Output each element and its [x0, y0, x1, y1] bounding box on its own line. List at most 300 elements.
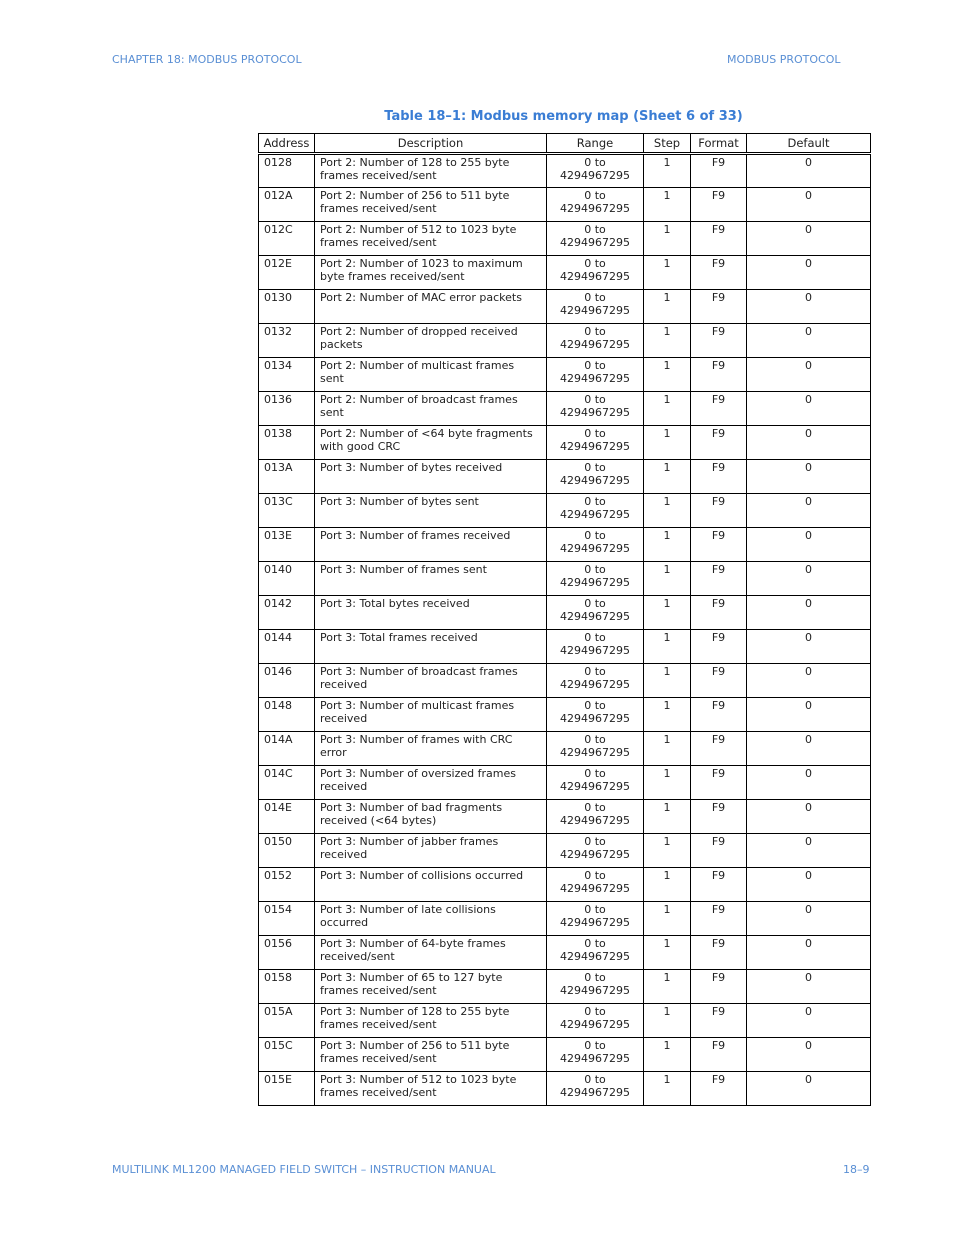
description-cell — [315, 256, 547, 290]
format-value: F9 — [711, 835, 726, 848]
step-value: 1 — [663, 1005, 671, 1018]
description-cell — [315, 188, 547, 222]
step-cell — [644, 290, 691, 324]
address-value: 0146 — [264, 665, 292, 678]
range-line: 0 to — [584, 597, 606, 610]
address-cell — [259, 324, 315, 358]
format-value: F9 — [711, 733, 726, 746]
range-line: 4294967295 — [560, 304, 630, 317]
table-caption: Table 18–1: Modbus memory map (Sheet 6 of 33) — [384, 109, 743, 124]
range-line: 0 to — [584, 937, 606, 950]
range-line: 4294967295 — [560, 1086, 630, 1099]
format-value: F9 — [711, 597, 726, 610]
range-line: 4294967295 — [560, 270, 630, 283]
table-row — [259, 834, 871, 868]
column-header: Address — [259, 134, 315, 154]
step-cell — [644, 1004, 691, 1038]
description-line: Port 3: Total bytes received — [320, 597, 470, 610]
address-cell — [259, 698, 315, 732]
step-cell — [644, 222, 691, 256]
table-row — [259, 426, 871, 460]
description-line: frames received/sent — [320, 1018, 437, 1031]
format-cell — [691, 902, 747, 936]
range-cell — [547, 970, 644, 1004]
address-value: 015C — [264, 1039, 293, 1052]
step-cell — [644, 324, 691, 358]
description-line: frames received/sent — [320, 236, 437, 249]
default-cell — [747, 698, 871, 732]
format-cell — [691, 1038, 747, 1072]
address-cell — [259, 1004, 315, 1038]
description-line: Port 2: Number of 256 to 511 byte — [320, 189, 510, 202]
address-cell — [259, 596, 315, 630]
address-value: 013C — [264, 495, 293, 508]
step-cell — [644, 1072, 691, 1106]
default-cell — [747, 562, 871, 596]
description-line: Port 3: Number of 128 to 255 byte — [320, 1005, 510, 1018]
default-value: 0 — [805, 665, 812, 678]
range-cell — [547, 426, 644, 460]
range-cell — [547, 732, 644, 766]
address-value: 0136 — [264, 393, 292, 406]
description-cell — [315, 562, 547, 596]
step-value: 1 — [663, 801, 671, 814]
format-cell — [691, 494, 747, 528]
range-cell — [547, 936, 644, 970]
range-cell — [547, 800, 644, 834]
address-value: 0128 — [264, 156, 292, 169]
address-cell — [259, 902, 315, 936]
range-line: 0 to — [584, 291, 606, 304]
description-line: with good CRC — [320, 440, 401, 453]
format-value: F9 — [711, 1005, 726, 1018]
address-value: 013E — [264, 529, 292, 542]
range-line: 0 to — [584, 699, 606, 712]
format-value: F9 — [711, 223, 726, 236]
default-value: 0 — [805, 1039, 812, 1052]
format-cell — [691, 970, 747, 1004]
default-cell — [747, 460, 871, 494]
default-cell — [747, 1072, 871, 1106]
format-cell — [691, 562, 747, 596]
default-value: 0 — [805, 903, 812, 916]
step-value: 1 — [663, 631, 671, 644]
address-cell — [259, 936, 315, 970]
step-value: 1 — [663, 1039, 671, 1052]
format-value: F9 — [711, 393, 726, 406]
step-cell — [644, 1038, 691, 1072]
default-cell — [747, 868, 871, 902]
description-line: received — [320, 712, 368, 725]
column-header: Default — [747, 134, 871, 154]
address-cell — [259, 970, 315, 1004]
range-cell — [547, 868, 644, 902]
default-value: 0 — [805, 427, 812, 440]
range-line: 4294967295 — [560, 746, 630, 759]
range-cell — [547, 188, 644, 222]
description-line: frames received/sent — [320, 1052, 437, 1065]
format-value: F9 — [711, 801, 726, 814]
range-line: 4294967295 — [560, 338, 630, 351]
step-cell — [644, 698, 691, 732]
step-value: 1 — [663, 156, 671, 169]
range-line: 0 to — [584, 903, 606, 916]
description-cell — [315, 596, 547, 630]
table-row — [259, 1004, 871, 1038]
range-cell — [547, 664, 644, 698]
format-cell — [691, 1072, 747, 1106]
format-cell — [691, 766, 747, 800]
description-line: Port 3: Total frames received — [320, 631, 478, 644]
address-value: 014A — [264, 733, 293, 746]
format-value: F9 — [711, 903, 726, 916]
column-header: Step — [644, 134, 691, 154]
description-cell — [315, 528, 547, 562]
description-line: occurred — [320, 916, 369, 929]
address-cell — [259, 290, 315, 324]
step-cell — [644, 902, 691, 936]
description-line: frames received/sent — [320, 202, 437, 215]
table-row — [259, 256, 871, 290]
address-value: 0132 — [264, 325, 292, 338]
default-value: 0 — [805, 189, 812, 202]
format-value: F9 — [711, 869, 726, 882]
range-line: 0 to — [584, 325, 606, 338]
format-value: F9 — [711, 257, 726, 270]
description-line: Port 3: Number of 64-byte frames — [320, 937, 506, 950]
column-header: Description — [315, 134, 547, 154]
range-line: 4294967295 — [560, 236, 630, 249]
default-cell — [747, 494, 871, 528]
description-cell — [315, 222, 547, 256]
format-value: F9 — [711, 767, 726, 780]
range-line: 0 to — [584, 971, 606, 984]
range-line: 0 to — [584, 835, 606, 848]
range-cell — [547, 834, 644, 868]
range-line: 4294967295 — [560, 508, 630, 521]
address-cell — [259, 188, 315, 222]
range-cell — [547, 290, 644, 324]
step-cell — [644, 970, 691, 1004]
format-cell — [691, 154, 747, 188]
range-line: 4294967295 — [560, 950, 630, 963]
description-cell — [315, 290, 547, 324]
default-value: 0 — [805, 1073, 812, 1086]
description-line: Port 3: Number of frames with CRC — [320, 733, 513, 746]
format-cell — [691, 800, 747, 834]
description-cell — [315, 154, 547, 188]
format-cell — [691, 868, 747, 902]
range-line: 4294967295 — [560, 406, 630, 419]
address-value: 0138 — [264, 427, 292, 440]
format-value: F9 — [711, 563, 726, 576]
address-cell — [259, 460, 315, 494]
address-cell — [259, 528, 315, 562]
format-value: F9 — [711, 937, 726, 950]
description-line: Port 3: Number of 65 to 127 byte — [320, 971, 503, 984]
range-line: 0 to — [584, 189, 606, 202]
range-cell — [547, 1004, 644, 1038]
address-value: 015E — [264, 1073, 292, 1086]
range-line: 0 to — [584, 1073, 606, 1086]
format-cell — [691, 392, 747, 426]
table-header-row — [259, 134, 871, 154]
range-line: 0 to — [584, 156, 606, 169]
description-line: Port 3: Number of frames received — [320, 529, 511, 542]
default-cell — [747, 936, 871, 970]
range-line: 4294967295 — [560, 542, 630, 555]
description-cell — [315, 936, 547, 970]
step-value: 1 — [663, 835, 671, 848]
address-cell — [259, 766, 315, 800]
description-line: error — [320, 746, 347, 759]
description-cell — [315, 1004, 547, 1038]
default-value: 0 — [805, 325, 812, 338]
step-cell — [644, 528, 691, 562]
address-cell — [259, 494, 315, 528]
step-value: 1 — [663, 903, 671, 916]
range-line: 0 to — [584, 1039, 606, 1052]
range-line: 0 to — [584, 869, 606, 882]
default-value: 0 — [805, 257, 812, 270]
format-cell — [691, 1004, 747, 1038]
format-value: F9 — [711, 189, 726, 202]
range-line: 4294967295 — [560, 440, 630, 453]
range-cell — [547, 1038, 644, 1072]
description-cell — [315, 494, 547, 528]
step-value: 1 — [663, 427, 671, 440]
format-value: F9 — [711, 971, 726, 984]
address-cell — [259, 358, 315, 392]
modbus-memory-map-table — [258, 133, 871, 1106]
range-line: 4294967295 — [560, 644, 630, 657]
default-cell — [747, 426, 871, 460]
format-value: F9 — [711, 427, 726, 440]
default-cell — [747, 222, 871, 256]
step-value: 1 — [663, 393, 671, 406]
address-value: 0158 — [264, 971, 292, 984]
description-line: Port 3: Number of 256 to 511 byte — [320, 1039, 510, 1052]
address-cell — [259, 630, 315, 664]
range-line: 4294967295 — [560, 202, 630, 215]
description-line: frames received/sent — [320, 169, 437, 182]
default-cell — [747, 970, 871, 1004]
format-cell — [691, 732, 747, 766]
format-cell — [691, 630, 747, 664]
step-cell — [644, 256, 691, 290]
range-line: 4294967295 — [560, 474, 630, 487]
description-cell — [315, 970, 547, 1004]
table-row — [259, 766, 871, 800]
description-cell — [315, 732, 547, 766]
format-value: F9 — [711, 665, 726, 678]
default-value: 0 — [805, 291, 812, 304]
format-cell — [691, 698, 747, 732]
table-row — [259, 970, 871, 1004]
table-row — [259, 562, 871, 596]
table-row — [259, 358, 871, 392]
format-cell — [691, 256, 747, 290]
default-cell — [747, 188, 871, 222]
range-line: 4294967295 — [560, 169, 630, 182]
table-row — [259, 732, 871, 766]
address-cell — [259, 800, 315, 834]
range-line: 0 to — [584, 665, 606, 678]
step-cell — [644, 834, 691, 868]
default-cell — [747, 902, 871, 936]
default-value: 0 — [805, 393, 812, 406]
range-line: 4294967295 — [560, 814, 630, 827]
table-row — [259, 528, 871, 562]
address-value: 0152 — [264, 869, 292, 882]
step-cell — [644, 766, 691, 800]
description-cell — [315, 902, 547, 936]
default-cell — [747, 290, 871, 324]
table-row — [259, 664, 871, 698]
step-value: 1 — [663, 495, 671, 508]
description-line: Port 2: Number of <64 byte fragments — [320, 427, 533, 440]
default-value: 0 — [805, 529, 812, 542]
range-line: 4294967295 — [560, 984, 630, 997]
default-cell — [747, 324, 871, 358]
table-row — [259, 800, 871, 834]
address-value: 0156 — [264, 937, 292, 950]
address-value: 0130 — [264, 291, 292, 304]
description-cell — [315, 358, 547, 392]
default-value: 0 — [805, 223, 812, 236]
default-value: 0 — [805, 971, 812, 984]
range-cell — [547, 1072, 644, 1106]
default-value: 0 — [805, 563, 812, 576]
table-row — [259, 460, 871, 494]
format-cell — [691, 188, 747, 222]
table-row — [259, 698, 871, 732]
description-cell — [315, 1072, 547, 1106]
step-value: 1 — [663, 699, 671, 712]
manual-title: MULTILINK ML1200 MANAGED FIELD SWITCH – INSTRUCTION MANUAL — [112, 1163, 496, 1176]
format-value: F9 — [711, 359, 726, 372]
default-value: 0 — [805, 937, 812, 950]
step-cell — [644, 664, 691, 698]
address-cell — [259, 562, 315, 596]
default-value: 0 — [805, 869, 812, 882]
address-cell — [259, 732, 315, 766]
description-cell — [315, 460, 547, 494]
description-cell — [315, 664, 547, 698]
description-line: Port 2: Number of multicast frames — [320, 359, 515, 372]
address-value: 014C — [264, 767, 293, 780]
description-line: Port 3: Number of late collisions — [320, 903, 496, 916]
address-value: 0142 — [264, 597, 292, 610]
format-value: F9 — [711, 1039, 726, 1052]
address-value: 0134 — [264, 359, 292, 372]
format-cell — [691, 358, 747, 392]
table-row — [259, 936, 871, 970]
step-value: 1 — [663, 291, 671, 304]
description-line: sent — [320, 372, 344, 385]
description-line: Port 3: Number of broadcast frames — [320, 665, 518, 678]
default-value: 0 — [805, 699, 812, 712]
format-value: F9 — [711, 495, 726, 508]
description-line: Port 3: Number of jabber frames — [320, 835, 499, 848]
format-value: F9 — [711, 325, 726, 338]
step-cell — [644, 868, 691, 902]
description-line: packets — [320, 338, 363, 351]
range-line: 4294967295 — [560, 610, 630, 623]
range-cell — [547, 562, 644, 596]
default-cell — [747, 528, 871, 562]
description-line: Port 2: Number of 1023 to maximum — [320, 257, 523, 270]
range-line: 0 to — [584, 801, 606, 814]
default-cell — [747, 800, 871, 834]
address-cell — [259, 834, 315, 868]
address-cell — [259, 664, 315, 698]
table-row — [259, 494, 871, 528]
default-value: 0 — [805, 495, 812, 508]
description-line: received/sent — [320, 950, 395, 963]
format-value: F9 — [711, 699, 726, 712]
table-row — [259, 222, 871, 256]
description-line: received (<64 bytes) — [320, 814, 437, 827]
step-value: 1 — [663, 359, 671, 372]
range-line: 0 to — [584, 257, 606, 270]
range-line: 4294967295 — [560, 780, 630, 793]
range-line: 4294967295 — [560, 1018, 630, 1031]
table-row — [259, 324, 871, 358]
description-cell — [315, 630, 547, 664]
range-cell — [547, 392, 644, 426]
range-cell — [547, 596, 644, 630]
range-line: 4294967295 — [560, 882, 630, 895]
table-row — [259, 392, 871, 426]
default-cell — [747, 732, 871, 766]
default-value: 0 — [805, 631, 812, 644]
range-cell — [547, 154, 644, 188]
description-cell — [315, 868, 547, 902]
address-value: 014E — [264, 801, 292, 814]
range-line: 0 to — [584, 461, 606, 474]
range-line: 4294967295 — [560, 1052, 630, 1065]
step-value: 1 — [663, 1073, 671, 1086]
address-value: 012E — [264, 257, 292, 270]
default-cell — [747, 834, 871, 868]
step-value: 1 — [663, 597, 671, 610]
step-value: 1 — [663, 325, 671, 338]
column-header: Format — [691, 134, 747, 154]
description-line: received — [320, 780, 368, 793]
step-cell — [644, 358, 691, 392]
section-title: MODBUS PROTOCOL — [727, 53, 841, 66]
table-row — [259, 1038, 871, 1072]
description-line: Port 2: Number of 128 to 255 byte — [320, 156, 510, 169]
range-cell — [547, 256, 644, 290]
default-value: 0 — [805, 597, 812, 610]
format-cell — [691, 664, 747, 698]
range-cell — [547, 222, 644, 256]
format-value: F9 — [711, 1073, 726, 1086]
default-cell — [747, 1038, 871, 1072]
description-line: Port 3: Number of multicast frames — [320, 699, 515, 712]
description-line: Port 2: Number of 512 to 1023 byte — [320, 223, 517, 236]
step-cell — [644, 732, 691, 766]
address-cell — [259, 154, 315, 188]
default-value: 0 — [805, 1005, 812, 1018]
range-line: 0 to — [584, 733, 606, 746]
step-cell — [644, 936, 691, 970]
default-value: 0 — [805, 359, 812, 372]
default-cell — [747, 358, 871, 392]
table-row — [259, 290, 871, 324]
